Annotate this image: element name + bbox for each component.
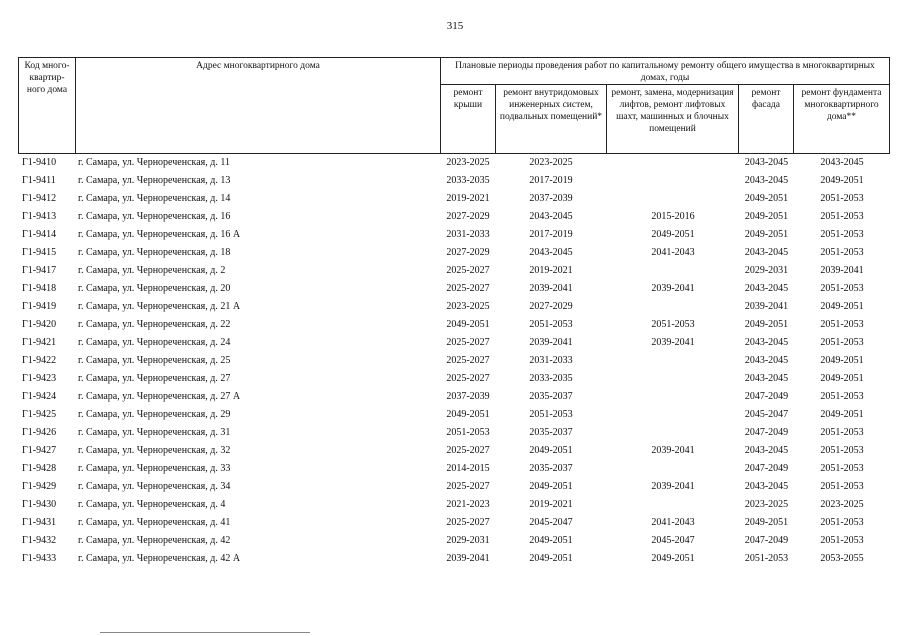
cell-facade: 2043-2045 [744,373,789,384]
table-row [0,316,905,334]
cell-roof: 2021-2023 [446,499,490,510]
cell-roof: 2033-2035 [446,175,490,186]
cell-facade: 2043-2045 [744,445,789,456]
cell-code: Г1-9426 [22,427,57,438]
cell-facade: 2047-2049 [744,463,789,474]
cell-roof: 2025-2027 [446,337,490,348]
table-row [0,298,905,316]
cell-foundation: 2051-2053 [820,283,864,294]
cell-code: Г1-9424 [22,391,57,402]
cell-roof: 2019-2021 [446,193,490,204]
cell-foundation: 2051-2053 [820,193,864,204]
cell-systems: 2051-2053 [529,319,573,330]
cell-foundation: 2051-2053 [820,445,864,456]
table-row [0,460,905,478]
cell-roof: 2049-2051 [446,409,490,420]
table-row [0,550,905,568]
cell-facade: 2049-2051 [744,517,789,528]
cell-facade: 2039-2041 [744,301,789,312]
header-systems: ремонт внутридомовых инженерных систем, подвальных помещений* [499,88,603,122]
table-top-border [18,57,890,58]
cell-foundation: 2051-2053 [820,247,864,258]
table-row [0,370,905,388]
cell-lifts: 2051-2053 [651,319,695,330]
cell-facade: 2023-2025 [744,499,789,510]
cell-roof: 2025-2027 [446,373,490,384]
cell-roof: 2027-2029 [446,247,490,258]
cell-systems: 2043-2045 [529,247,573,258]
cell-address: г. Самара, ул. Чернореченская, д. 21 А [78,301,241,312]
cell-address: г. Самара, ул. Чернореченская, д. 29 [78,409,231,420]
cell-code: Г1-9421 [22,337,57,348]
cell-systems: 2019-2021 [529,499,573,510]
cell-foundation: 2051-2053 [820,229,864,240]
cell-systems: 2051-2053 [529,409,573,420]
cell-foundation: 2051-2053 [820,535,864,546]
header-roof: ремонт крыши [453,88,483,110]
table-right-border [889,57,890,154]
cell-foundation: 2051-2053 [820,391,864,402]
lifts-column-divider [738,84,739,154]
cell-systems: 2049-2051 [529,535,573,546]
cell-code: Г1-9428 [22,463,57,474]
cell-facade: 2047-2049 [744,391,789,402]
cell-roof: 2025-2027 [446,517,490,528]
cell-systems: 2039-2041 [529,283,573,294]
cell-roof: 2029-2031 [446,535,490,546]
cell-roof: 2051-2053 [446,427,490,438]
cell-roof: 2037-2039 [446,391,490,402]
table-row [0,496,905,514]
cell-foundation: 2049-2051 [820,175,864,186]
header-facade: ремонт фасада [751,88,781,110]
cell-facade: 2047-2049 [744,427,789,438]
cell-address: г. Самара, ул. Чернореченская, д. 41 [78,517,231,528]
periods-header-divider [440,84,890,85]
cell-address: г. Самара, ул. Чернореченская, д. 14 [78,193,231,204]
cell-foundation: 2049-2051 [820,409,864,420]
cell-systems: 2035-2037 [529,463,573,474]
table-row [0,388,905,406]
page-number: 315 [446,20,464,32]
cell-address: г. Самара, ул. Чернореченская, д. 22 [78,319,231,330]
cell-systems: 2043-2045 [529,211,573,222]
cell-systems: 2035-2037 [529,427,573,438]
cell-address: г. Самара, ул. Чернореченская, д. 32 [78,445,231,456]
cell-code: Г1-9420 [22,319,57,330]
code-column-divider [75,57,76,154]
cell-facade: 2049-2051 [744,211,789,222]
cell-address: г. Самара, ул. Чернореченская, д. 16 [78,211,231,222]
cell-foundation: 2051-2053 [820,211,864,222]
cell-foundation: 2023-2025 [820,499,864,510]
cell-roof: 2025-2027 [446,265,490,276]
cell-systems: 2017-2019 [529,229,573,240]
cell-roof: 2025-2027 [446,355,490,366]
cell-systems: 2049-2051 [529,445,573,456]
table-row [0,406,905,424]
cell-address: г. Самара, ул. Чернореченская, д. 27 А [78,391,241,402]
table-row [0,154,905,172]
cell-code: Г1-9422 [22,355,57,366]
cell-lifts: 2039-2041 [651,337,695,348]
systems-column-divider [606,84,607,154]
cell-facade: 2043-2045 [744,157,789,168]
cell-code: Г1-9410 [22,157,57,168]
cell-facade: 2049-2051 [744,193,789,204]
cell-roof: 2031-2033 [446,229,490,240]
cell-roof: 2014-2015 [446,463,490,474]
table-row [0,190,905,208]
cell-code: Г1-9414 [22,229,57,240]
cell-systems: 2017-2019 [529,175,573,186]
cell-foundation: 2051-2053 [820,319,864,330]
cell-code: Г1-9419 [22,301,57,312]
cell-address: г. Самара, ул. Чернореченская, д. 33 [78,463,231,474]
table-left-border [18,57,19,154]
cell-address: г. Самара, ул. Чернореченская, д. 16 А [78,229,241,240]
cell-address: г. Самара, ул. Чернореченская, д. 25 [78,355,231,366]
table-row [0,244,905,262]
address-column-divider [440,57,441,154]
bottom-scan-line [100,632,310,633]
cell-facade: 2043-2045 [744,481,789,492]
cell-code: Г1-9423 [22,373,57,384]
header-code: Код много-квартир-ного дома [24,61,70,95]
cell-lifts: 2039-2041 [651,283,695,294]
cell-systems: 2027-2029 [529,301,573,312]
cell-address: г. Самара, ул. Чернореченская, д. 42 А [78,553,241,564]
cell-address: г. Самара, ул. Чернореченская, д. 18 [78,247,231,258]
cell-lifts: 2041-2043 [651,517,695,528]
cell-systems: 2019-2021 [529,265,573,276]
cell-lifts: 2049-2051 [651,229,695,240]
cell-facade: 2045-2047 [744,409,789,420]
header-foundation: ремонт фундамента многоквартирного дома** [801,88,882,122]
cell-address: г. Самара, ул. Чернореченская, д. 42 [78,535,231,546]
table-row [0,226,905,244]
cell-facade: 2043-2045 [744,175,789,186]
cell-code: Г1-9411 [22,175,56,186]
cell-roof: 2023-2025 [446,157,490,168]
table-row [0,172,905,190]
cell-lifts: 2039-2041 [651,445,695,456]
cell-facade: 2043-2045 [744,247,789,258]
cell-foundation: 2051-2053 [820,427,864,438]
table-row [0,478,905,496]
cell-facade: 2043-2045 [744,355,789,366]
cell-systems: 2023-2025 [529,157,573,168]
cell-lifts: 2015-2016 [651,211,695,222]
table-row [0,532,905,550]
table-row [0,352,905,370]
roof-column-divider [495,84,496,154]
cell-systems: 2049-2051 [529,481,573,492]
header-periods: Плановые периоды проведения работ по капитальному ремонту общего имущества в многоквартирных домах, годы [455,61,875,83]
cell-code: Г1-9432 [22,535,57,546]
cell-facade: 2049-2051 [744,229,789,240]
cell-lifts: 2049-2051 [651,553,695,564]
cell-address: г. Самара, ул. Чернореченская, д. 20 [78,283,231,294]
table-row [0,442,905,460]
table-row [0,424,905,442]
cell-roof: 2025-2027 [446,283,490,294]
cell-systems: 2039-2041 [529,337,573,348]
cell-facade: 2029-2031 [744,265,789,276]
cell-address: г. Самара, ул. Чернореченская, д. 31 [78,427,231,438]
cell-roof: 2039-2041 [446,553,490,564]
table-row [0,208,905,226]
cell-code: Г1-9412 [22,193,57,204]
cell-lifts: 2045-2047 [651,535,695,546]
cell-roof: 2025-2027 [446,481,490,492]
cell-systems: 2031-2033 [529,355,573,366]
cell-code: Г1-9430 [22,499,57,510]
cell-roof: 2023-2025 [446,301,490,312]
cell-systems: 2035-2037 [529,391,573,402]
cell-roof: 2027-2029 [446,211,490,222]
cell-code: Г1-9427 [22,445,57,456]
header-address: Адрес многоквартирного дома [196,61,320,71]
cell-facade: 2047-2049 [744,535,789,546]
cell-lifts: 2039-2041 [651,481,695,492]
cell-code: Г1-9431 [22,517,57,528]
cell-code: Г1-9433 [22,553,57,564]
cell-address: г. Самара, ул. Чернореченская, д. 2 [78,265,226,276]
cell-code: Г1-9425 [22,409,57,420]
cell-address: г. Самара, ул. Чернореченская, д. 27 [78,373,231,384]
cell-address: г. Самара, ул. Чернореченская, д. 24 [78,337,231,348]
cell-systems: 2045-2047 [529,517,573,528]
cell-foundation: 2051-2053 [820,463,864,474]
cell-foundation: 2049-2051 [820,301,864,312]
cell-code: Г1-9413 [22,211,57,222]
cell-foundation: 2043-2045 [820,157,864,168]
table-row [0,262,905,280]
cell-systems: 2049-2051 [529,553,573,564]
facade-column-divider [793,84,794,154]
cell-facade: 2051-2053 [744,553,789,564]
table-row [0,514,905,532]
cell-foundation: 2053-2055 [820,553,864,564]
cell-foundation: 2051-2053 [820,481,864,492]
cell-roof: 2049-2051 [446,319,490,330]
cell-systems: 2037-2039 [529,193,573,204]
cell-lifts: 2041-2043 [651,247,695,258]
cell-foundation: 2051-2053 [820,337,864,348]
cell-code: Г1-9417 [22,265,57,276]
cell-roof: 2025-2027 [446,445,490,456]
cell-address: г. Самара, ул. Чернореченская, д. 13 [78,175,231,186]
table-body [0,154,905,569]
header-lifts: ремонт, замена, модернизация лифтов, ремонт лифтовых шахт, машинных и блочных помещений [611,88,734,134]
cell-address: г. Самара, ул. Чернореченская, д. 34 [78,481,231,492]
cell-foundation: 2051-2053 [820,517,864,528]
cell-facade: 2043-2045 [744,283,789,294]
cell-code: Г1-9415 [22,247,57,258]
cell-address: г. Самара, ул. Чернореченская, д. 4 [78,499,226,510]
cell-facade: 2049-2051 [744,319,789,330]
cell-facade: 2043-2045 [744,337,789,348]
cell-systems: 2033-2035 [529,373,573,384]
cell-address: г. Самара, ул. Чернореченская, д. 11 [78,157,230,168]
cell-foundation: 2039-2041 [820,265,864,276]
cell-code: Г1-9429 [22,481,57,492]
table-row [0,280,905,298]
cell-foundation: 2049-2051 [820,355,864,366]
cell-code: Г1-9418 [22,283,57,294]
cell-foundation: 2049-2051 [820,373,864,384]
table-row [0,334,905,352]
